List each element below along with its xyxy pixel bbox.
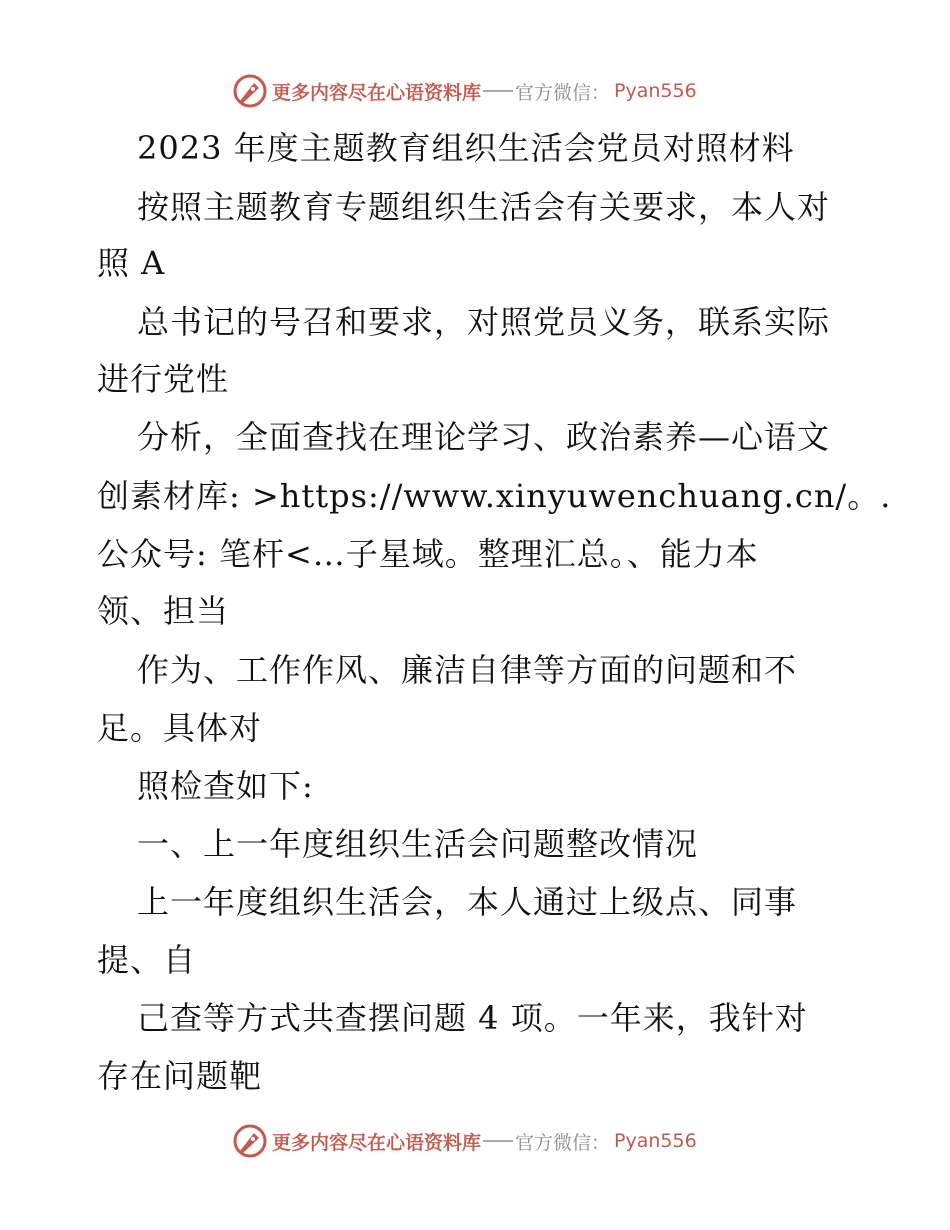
paragraph-line: 上一年度组织生活会，本人通过上级点、同事 xyxy=(137,883,798,921)
paragraph-line: 进行党性 xyxy=(97,360,230,398)
paragraph-line: 创素材库: >https://www.xinyuwenchuang.cn/。. xyxy=(97,477,892,515)
paragraph-line: 总书记的号召和要求，对照党员义务，联系实际 xyxy=(137,303,831,341)
watermark-wechat-label: 官方微信： xyxy=(515,1131,611,1154)
section-heading: 一、上一年度组织生活会问题整改情况 xyxy=(137,825,699,863)
paragraph-line: 按照主题教育专题组织生活会有关要求，本人对 xyxy=(137,188,831,226)
watermark-footer xyxy=(232,1121,697,1161)
paragraph-line: 存在问题靶 xyxy=(97,1057,263,1095)
pen-nib-logo-icon xyxy=(232,1123,268,1159)
watermark-brand: 更多内容尽在心语资料库 xyxy=(272,1131,482,1154)
watermark-divider xyxy=(483,90,513,92)
paragraph-line: 足。具体对 xyxy=(97,709,263,747)
paragraph-line: 提、自 xyxy=(97,941,197,979)
paragraph-line: 照检查如下: xyxy=(137,767,314,805)
paragraph-line: 照 A xyxy=(97,244,166,282)
watermark-divider xyxy=(483,1140,513,1142)
document-title: 2023 年度主题教育组织生活会党员对照材料 xyxy=(137,129,795,167)
watermark-header xyxy=(232,71,697,111)
paragraph-line: 作为、工作作风、廉洁自律等方面的问题和不 xyxy=(137,651,798,689)
paragraph-line: 领、担当 xyxy=(97,592,230,630)
watermark-wechat-id: Pyan556 xyxy=(614,1130,697,1152)
watermark-brand: 更多内容尽在心语资料库 xyxy=(272,81,482,104)
watermark-wechat-id: Pyan556 xyxy=(614,80,697,102)
pen-nib-logo-icon xyxy=(232,73,268,109)
paragraph-line: 分析，全面查找在理论学习、政治素养—心语文 xyxy=(137,418,831,456)
paragraph-line: 公众号: 笔杆<…子星域。整理汇总。、能力本 xyxy=(97,535,759,573)
watermark-wechat-label: 官方微信： xyxy=(515,81,611,104)
paragraph-line: 己查等方式共查摆问题 4 项。一年来，我针对 xyxy=(137,999,808,1037)
